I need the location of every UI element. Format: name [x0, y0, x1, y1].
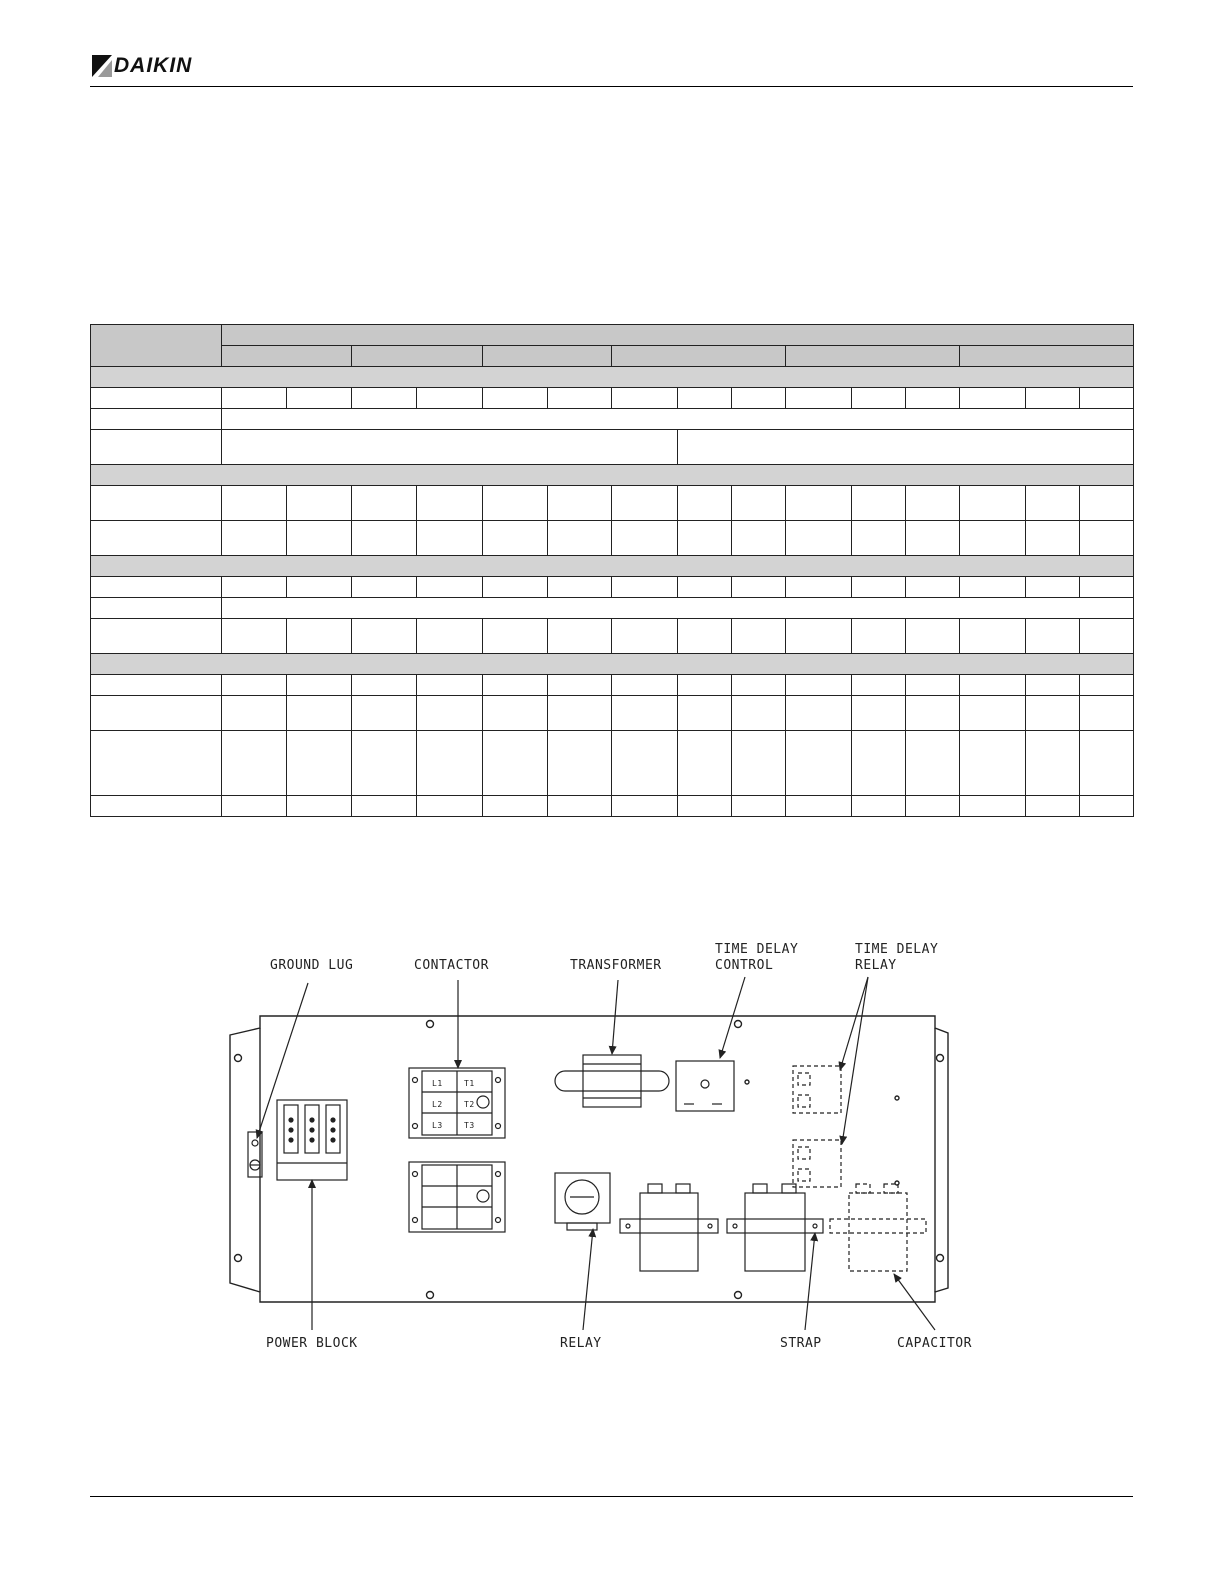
table-row	[91, 430, 1134, 465]
capacitor-left	[620, 1184, 718, 1271]
label-relay: RELAY	[560, 1336, 602, 1351]
capacitor-right	[830, 1184, 926, 1271]
page-header	[90, 48, 1133, 88]
table-header-cell	[959, 346, 1133, 367]
header-rule	[90, 86, 1133, 87]
label-time-delay-control-line2: CONTROL	[715, 958, 774, 973]
label-time-delay-relay-line1: TIME DELAY	[855, 942, 939, 957]
daikin-logo	[90, 51, 225, 81]
time-delay-relay-bottom	[793, 1140, 841, 1187]
table-row	[91, 619, 1134, 654]
label-capacitor: CAPACITOR	[897, 1336, 972, 1351]
terminal-l3: L3	[432, 1121, 443, 1130]
terminal-t1: T1	[464, 1079, 475, 1088]
spec-table	[90, 324, 1134, 817]
table-section-row	[91, 367, 1134, 388]
label-strap: STRAP	[780, 1336, 822, 1351]
table-header-cell	[482, 346, 612, 367]
daikin-logo-mark-icon	[90, 51, 116, 81]
table-row	[91, 409, 1134, 430]
relay	[555, 1173, 610, 1230]
contactor-bottom	[409, 1162, 505, 1232]
label-contactor: CONTACTOR	[414, 958, 489, 973]
time-delay-control	[676, 1061, 734, 1111]
power-block	[277, 1100, 347, 1180]
table-row	[91, 486, 1134, 521]
terminal-l1: L1	[432, 1079, 443, 1088]
terminal-l2: L2	[432, 1100, 443, 1109]
label-ground-lug: GROUND LUG	[270, 958, 354, 973]
contactor-top	[409, 1068, 505, 1138]
control-box-diagram	[200, 940, 1030, 1370]
table-header-cell	[612, 346, 785, 367]
table-row	[91, 696, 1134, 731]
table-row	[91, 521, 1134, 556]
brand-name: DAIKIN	[114, 54, 193, 77]
contactor-terminal-labels	[432, 1079, 475, 1130]
terminal-t2: T2	[464, 1100, 475, 1109]
table-row	[91, 577, 1134, 598]
leader-lines	[257, 977, 935, 1330]
table-header-cell	[351, 346, 482, 367]
transformer	[555, 1055, 669, 1107]
time-delay-relay-top	[793, 1066, 841, 1113]
table-section-row	[91, 556, 1134, 577]
label-time-delay-relay-line2: RELAY	[855, 958, 897, 973]
label-power-block: POWER BLOCK	[266, 1336, 358, 1351]
table-row	[91, 731, 1134, 796]
table-row	[91, 388, 1134, 409]
control-panel	[230, 1016, 948, 1302]
table-section-row	[91, 465, 1134, 486]
terminal-t3: T3	[464, 1121, 475, 1130]
table-row	[91, 598, 1134, 619]
table-section-row	[91, 654, 1134, 675]
table-row	[91, 796, 1134, 817]
table-row	[91, 675, 1134, 696]
label-time-delay-control-line1: TIME DELAY	[715, 942, 799, 957]
table-header-cell	[221, 346, 351, 367]
footer-rule	[90, 1496, 1133, 1497]
capacitor-middle	[727, 1184, 823, 1271]
table-header-cell	[785, 346, 959, 367]
label-transformer: TRANSFORMER	[570, 958, 662, 973]
table-header-cell	[221, 325, 1133, 346]
table-corner-header	[91, 325, 222, 367]
